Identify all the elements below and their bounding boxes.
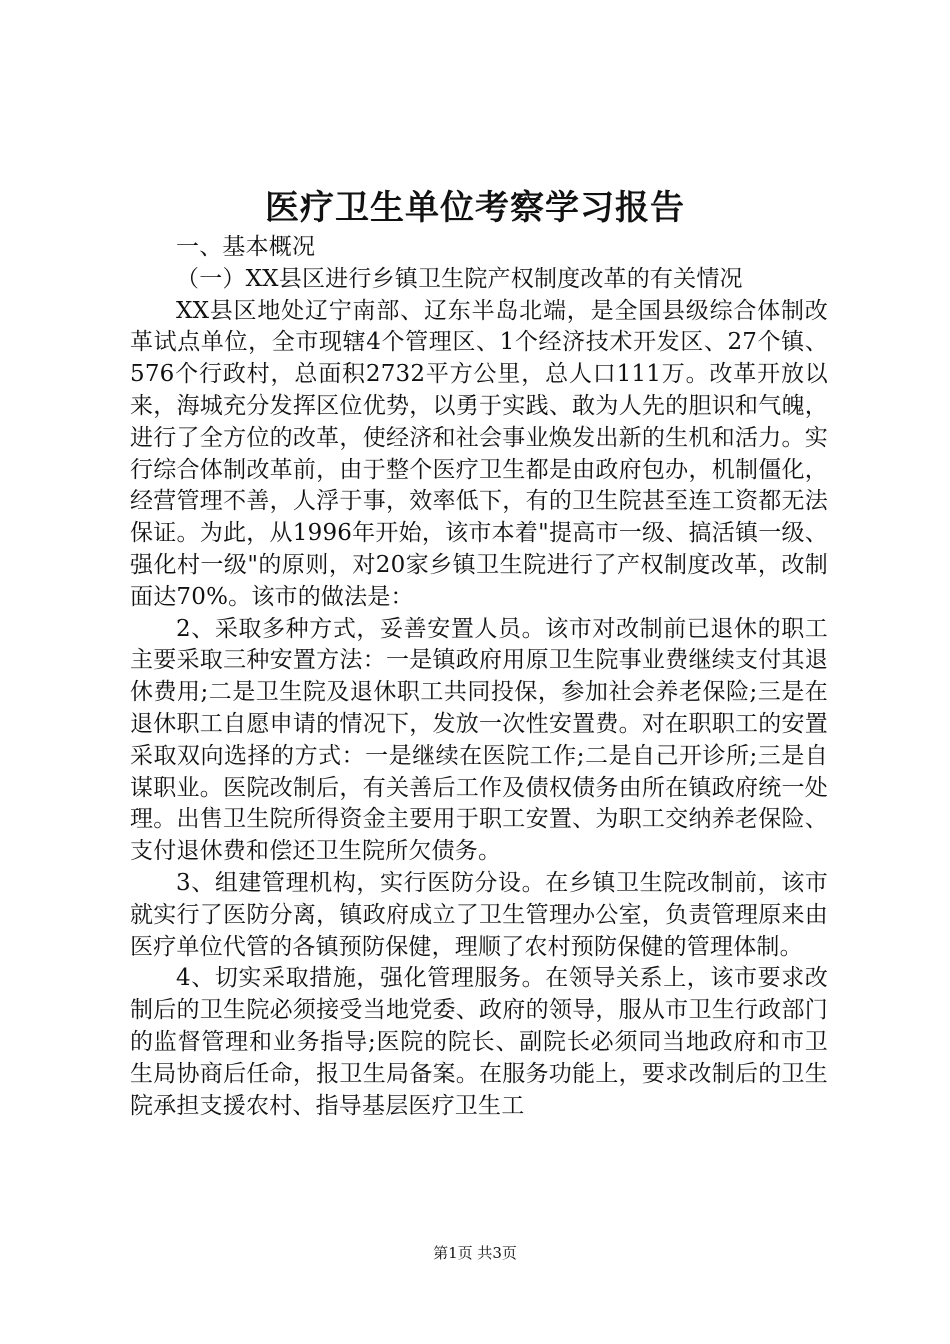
section-heading: 一、基本概况 xyxy=(176,234,316,260)
paragraph-item-4: 4、切实采取措施，强化管理服务。在领导关系上，该市要求改制后的卫生院必须接受当地党委、政府的领导，服从市卫生行政部门的监督管理和业务指导;医院的院长、副院长必须同当地政府和市卫生局协商后任命，报卫生局备案。在服务功能上，要求改制后的卫生院承担支援农村、指导基层医疗卫生工 xyxy=(130,965,828,1119)
paragraph-item-3: 3、组建管理机构，实行医防分设。在乡镇卫生院改制前，该市就实行了医防分离，镇政府成立了卫生管理办公室，负责管理原来由医疗单位代管的各镇预防保健，理顺了农村预防保健的管理体制。 xyxy=(130,869,828,960)
document-title: 医疗卫生单位考察学习报告 xyxy=(265,188,685,228)
document-body xyxy=(130,232,828,1122)
page-number-footer: 第1页 共3页 xyxy=(433,1244,517,1262)
subsection-heading: （一）XX县区进行乡镇卫生院产权制度改革的有关情况 xyxy=(176,265,743,292)
paragraph-item-2: 2、采取多种方式，妥善安置人员。该市对改制前已退休的职工主要采取三种安置方法：一是镇政府用原卫生院事业费继续支付其退休费用;二是卫生院及退休职工共同投保，参加社会养老保险;三是在退休职工自愿申请的情况下，发放一次性安置费。对在职职工的安置采取双向选择的方式：一是继续在医院工作;二是自己开诊所;三是自谋职业。医院改制后，有关善后工作及债权债务由所在镇政府统一处理。出售卫生院所得资金主要用于职工安置、为职工交纳养老保险、支付退休费和偿还卫生院所欠债务。 xyxy=(130,615,828,865)
paragraph-overview: XX县区地处辽宁南部、辽东半岛北端，是全国县级综合体制改革试点单位，全市现辖4个管理区、1个经济技术开发区、27个镇、576个行政村，总面积2732平方公里，总人口111万。改革开放以来，海城充分发挥区位优势，以勇于实践、敢为人先的胆识和气魄，进行了全方位的改革，使经济和社会事业焕发出新的生机和活力。实行综合体制改革前，由于整个医疗卫生都是由政府包办，机制僵化，经营管理不善，人浮于事，效率低下，有的卫生院甚至连工资都无法保证。为此，从1996年开始，该市本着"提高市一级、搞活镇一级、强化村一级"的原则，对20家乡镇卫生院进行了产权制度改革，改制面达70%。该市的做法是： xyxy=(130,297,828,610)
